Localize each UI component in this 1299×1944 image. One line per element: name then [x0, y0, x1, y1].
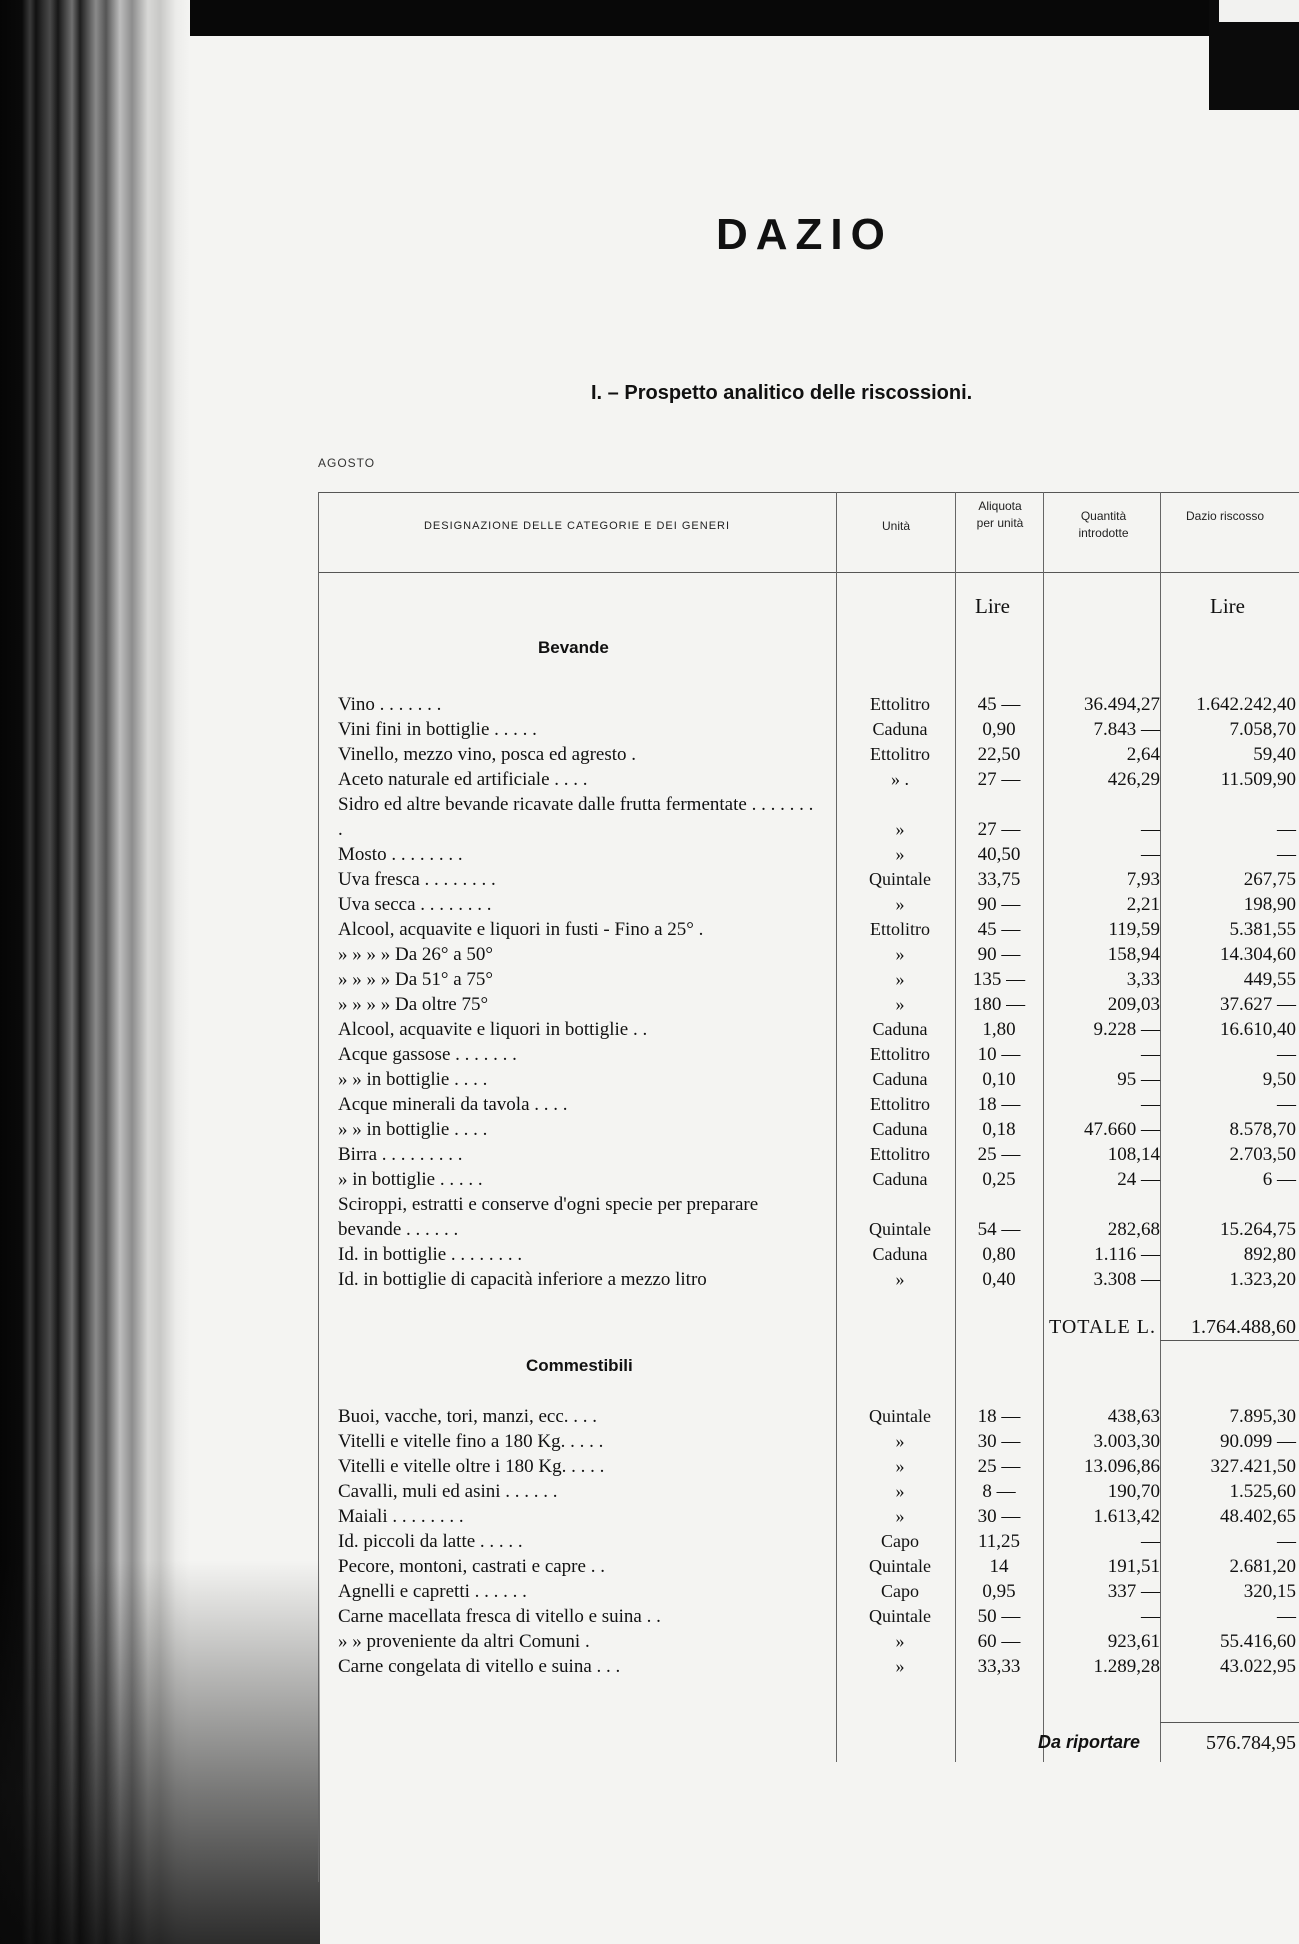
aliquota-currency: Lire [975, 594, 1010, 618]
row-dazio: — [1277, 1531, 1296, 1552]
row-quantity: 2,21 [1126, 894, 1160, 915]
row-unit: Quintale [869, 1406, 931, 1426]
table-row [0, 1042, 1299, 1067]
total-value: 1.764.488,60 [1191, 1316, 1296, 1338]
table-header [0, 498, 1299, 588]
row-description: Carne macellata fresca di vitello e suina . . [338, 1606, 661, 1627]
row-rate: 27 — [977, 819, 1021, 840]
row-quantity: 282,68 [1107, 1219, 1160, 1240]
row-quantity: 3.003,30 [1093, 1431, 1160, 1452]
header-dazio: Dazio riscosso [1185, 509, 1265, 523]
table-row [0, 767, 1299, 792]
row-description: Agnelli e capretti . . . . . . [338, 1581, 527, 1602]
row-rate: 33,75 [977, 869, 1021, 890]
table-row [0, 1629, 1299, 1654]
header-unita: Unità [881, 519, 910, 533]
table-row [0, 992, 1299, 1017]
table-row [0, 1267, 1299, 1292]
table-row [0, 1579, 1299, 1604]
row-description: Buoi, vacche, tori, manzi, ecc. . . . [338, 1406, 598, 1427]
row-quantity: — [1141, 1094, 1160, 1115]
row-dazio: 90.099 — [1220, 1431, 1296, 1452]
row-rate: 25 — [977, 1456, 1021, 1477]
row-rate: 1,80 [982, 1019, 1016, 1040]
row-rate: 0,95 [982, 1581, 1016, 1602]
row-description: Vino . . . . . . . [338, 694, 442, 715]
row-quantity: 7.843 — [1093, 719, 1160, 740]
commestibili-rows [0, 1404, 1299, 1679]
page-subtitle: I. – Prospetto analitico delle riscossioni. [591, 382, 973, 404]
row-description: Vinello, mezzo vino, posca ed agresto . [338, 744, 637, 765]
row-description: Mosto . . . . . . . . [338, 844, 463, 865]
row-description: Alcool, acquavite e liquori in fusti - Fino a 25° . [338, 919, 704, 940]
row-description: » » proveniente da altri Comuni . [338, 1631, 590, 1652]
row-dazio: 198,90 [1243, 894, 1296, 915]
row-quantity: 108,14 [1107, 1144, 1160, 1165]
scan-corner-highlight [1219, 0, 1299, 22]
row-rate: 90 — [977, 944, 1021, 965]
row-rate: 60 — [977, 1631, 1021, 1652]
table-row [0, 1654, 1299, 1679]
table-row [0, 1604, 1299, 1629]
row-unit: Ettolitro [870, 744, 930, 764]
row-unit: » [895, 1656, 905, 1676]
row-dazio: 14.304,60 [1220, 944, 1296, 965]
header-quantita: Quantità introdotte [1078, 509, 1129, 540]
table-row [0, 792, 1299, 842]
row-dazio: 15.264,75 [1220, 1219, 1296, 1240]
row-description: Cavalli, muli ed asini . . . . . . [338, 1481, 558, 1502]
row-rate: 10 — [977, 1044, 1021, 1065]
row-dazio: 2.703,50 [1229, 1144, 1296, 1165]
table-row [0, 967, 1299, 992]
row-rate: 14 [989, 1556, 1009, 1577]
table-row [0, 1067, 1299, 1092]
row-dazio: 449,55 [1243, 969, 1296, 990]
carry-forward-label: Da riportare [1037, 1732, 1140, 1752]
row-rate: 45 — [977, 694, 1021, 715]
row-quantity: 1.289,28 [1093, 1656, 1160, 1677]
row-description: Alcool, acquavite e liquori in bottiglie . . [338, 1019, 648, 1040]
row-rate: 0,18 [982, 1119, 1016, 1140]
row-unit: » . [891, 769, 909, 789]
row-quantity: 7,93 [1126, 869, 1160, 890]
table-row [0, 892, 1299, 917]
row-dazio: 9,50 [1262, 1069, 1296, 1090]
row-rate: 180 — [972, 994, 1026, 1015]
table-row [0, 1242, 1299, 1267]
table-row [0, 1017, 1299, 1042]
scan-top-border [0, 0, 1299, 36]
row-quantity: 36.494,27 [1084, 694, 1160, 715]
row-dazio: 2.681,20 [1229, 1556, 1296, 1577]
row-unit: Quintale [869, 1606, 931, 1626]
total-label: TOTALE L. [1048, 1316, 1156, 1338]
row-rate: 18 — [977, 1406, 1021, 1427]
row-unit: Capo [881, 1581, 919, 1601]
row-unit: » [895, 944, 905, 964]
row-dazio: 55.416,60 [1220, 1631, 1296, 1652]
row-description: » » » » Da 51° a 75° [338, 969, 494, 990]
row-description: Vitelli e vitelle fino a 180 Kg. . . . . [338, 1431, 604, 1452]
row-rate: 33,33 [977, 1656, 1021, 1677]
row-rate: 54 — [977, 1219, 1021, 1240]
row-description: Maiali . . . . . . . . [338, 1506, 464, 1527]
row-dazio: 1.323,20 [1229, 1269, 1296, 1290]
table-top-rule [318, 492, 1299, 493]
table-row [0, 1454, 1299, 1479]
row-description: » » » » Da 26° a 50° [338, 944, 494, 965]
row-unit: » [895, 1506, 905, 1526]
table-row [0, 717, 1299, 742]
row-quantity: 209,03 [1107, 994, 1160, 1015]
row-unit: Ettolitro [870, 694, 930, 714]
row-unit: » [895, 894, 905, 914]
row-quantity: 3.308 — [1093, 1269, 1160, 1290]
row-dazio: — [1277, 844, 1296, 865]
carry-rule [1160, 1722, 1299, 1723]
row-description: Sidro ed altre bevande ricavate dalle frutta fermentate . . . . . . . . [338, 794, 814, 840]
page-title: DAZIO [716, 210, 893, 259]
table-row [0, 1504, 1299, 1529]
row-description: Sciroppi, estratti e conserve d'ogni specie per preparare bevande . . . . . . [338, 1194, 759, 1240]
row-dazio: 267,75 [1243, 869, 1296, 890]
row-rate: 90 — [977, 894, 1021, 915]
row-unit: Caduna [872, 1169, 928, 1189]
table-row [0, 1092, 1299, 1117]
section-heading-commestibili: Commestibili [526, 1356, 633, 1375]
row-unit: Ettolitro [870, 1094, 930, 1114]
dazio-currency: Lire [1210, 594, 1245, 618]
carry-forward-value: 576.784,95 [1206, 1732, 1296, 1754]
row-rate: 27 — [977, 769, 1021, 790]
table-row [0, 1192, 1299, 1242]
table-row [0, 1479, 1299, 1504]
row-rate: 45 — [977, 919, 1021, 940]
row-description: Birra . . . . . . . . . [338, 1144, 463, 1165]
row-rate: 11,25 [977, 1531, 1021, 1552]
row-rate: 0,80 [982, 1244, 1016, 1265]
row-unit: » [895, 1631, 905, 1651]
row-dazio: 43.022,95 [1220, 1656, 1296, 1677]
row-rate: 0,90 [982, 719, 1016, 740]
row-rate: 22,50 [977, 744, 1021, 765]
row-rate: 0,40 [982, 1269, 1016, 1290]
row-quantity: — [1141, 1044, 1160, 1065]
row-description: Id. in bottiglie . . . . . . . . [338, 1244, 523, 1265]
table-row [0, 1529, 1299, 1554]
row-unit: Quintale [869, 1556, 931, 1576]
row-quantity: 95 — [1117, 1069, 1160, 1090]
row-unit: » [895, 819, 905, 839]
row-rate: 8 — [982, 1481, 1016, 1502]
row-unit: Ettolitro [870, 919, 930, 939]
row-description: » » in bottiglie . . . . [338, 1069, 488, 1090]
row-quantity: 337 — [1107, 1581, 1160, 1602]
row-dazio: 16.610,40 [1220, 1019, 1296, 1040]
row-quantity: 190,70 [1107, 1481, 1160, 1502]
table-row [0, 1554, 1299, 1579]
row-dazio: 48.402,65 [1220, 1506, 1296, 1527]
row-quantity: 3,33 [1126, 969, 1160, 990]
row-rate: 50 — [977, 1606, 1021, 1627]
row-description: » in bottiglie . . . . . [338, 1169, 483, 1190]
row-quantity: 1.116 — [1094, 1244, 1160, 1265]
table-row [0, 917, 1299, 942]
row-unit: Caduna [872, 719, 928, 739]
row-dazio: 5.381,55 [1229, 919, 1296, 940]
row-quantity: — [1141, 819, 1160, 840]
row-unit: Ettolitro [870, 1144, 930, 1164]
row-description: » » in bottiglie . . . . [338, 1119, 488, 1140]
row-dazio: 1.525,60 [1229, 1481, 1296, 1502]
row-dazio: 6 — [1262, 1169, 1296, 1190]
row-description: Uva secca . . . . . . . . [338, 894, 492, 915]
row-unit: » [895, 994, 905, 1014]
row-quantity: — [1141, 1606, 1160, 1627]
table-row [0, 942, 1299, 967]
row-dazio: 320,15 [1243, 1581, 1296, 1602]
row-dazio: 37.627 — [1220, 994, 1296, 1015]
row-description: Id. piccoli da latte . . . . . [338, 1531, 523, 1552]
row-unit: Quintale [869, 869, 931, 889]
row-dazio: 59,40 [1253, 744, 1296, 765]
table-row [0, 1142, 1299, 1167]
row-unit: Caduna [872, 1019, 928, 1039]
row-description: » » » » Da oltre 75° [338, 994, 489, 1015]
row-rate: 0,25 [982, 1169, 1016, 1190]
row-dazio: — [1277, 1044, 1296, 1065]
row-unit: » [895, 1431, 905, 1451]
month-label: AGOSTO [318, 456, 376, 470]
row-description: Acque gassose . . . . . . . [338, 1044, 517, 1065]
section-heading-bevande: Bevande [538, 638, 609, 657]
row-description: Acque minerali da tavola . . . . [338, 1094, 568, 1115]
row-dazio: — [1277, 1094, 1296, 1115]
total-row [0, 1316, 1299, 1346]
table-row [0, 1429, 1299, 1454]
row-unit: Caduna [872, 1244, 928, 1264]
row-unit: » [895, 1269, 905, 1289]
table-row [0, 1167, 1299, 1192]
row-rate: 135 — [972, 969, 1026, 990]
row-dazio: 1.642.242,40 [1196, 694, 1296, 715]
row-quantity: 923,61 [1107, 1631, 1160, 1652]
row-quantity: 158,94 [1107, 944, 1160, 965]
row-unit: » [895, 844, 905, 864]
bevande-rows [0, 692, 1299, 1292]
row-rate: 25 — [977, 1144, 1021, 1165]
row-unit: Caduna [872, 1069, 928, 1089]
row-unit: Ettolitro [870, 1044, 930, 1064]
row-dazio: — [1277, 1606, 1296, 1627]
table-row [0, 1117, 1299, 1142]
row-description: Id. in bottiglie di capacità inferiore a mezzo litro [338, 1269, 707, 1290]
row-dazio: 7.058,70 [1229, 719, 1296, 740]
row-unit: Capo [881, 1531, 919, 1551]
row-rate: 30 — [977, 1431, 1021, 1452]
row-quantity: — [1141, 844, 1160, 865]
row-rate: 18 — [977, 1094, 1021, 1115]
row-description: Vitelli e vitelle oltre i 180 Kg. . . . . [338, 1456, 605, 1477]
row-description: Uva fresca . . . . . . . . [338, 869, 496, 890]
row-quantity: 47.660 — [1084, 1119, 1160, 1140]
table-row [0, 842, 1299, 867]
row-dazio: 327.421,50 [1210, 1456, 1296, 1477]
row-rate: 40,50 [977, 844, 1021, 865]
row-quantity: 13.096,86 [1084, 1456, 1160, 1477]
table-row [0, 867, 1299, 892]
header-designazione: DESIGNAZIONE DELLE CATEGORIE E DEI GENERI [423, 520, 731, 532]
table-row [0, 742, 1299, 767]
row-description: Pecore, montoni, castrati e capre . . [338, 1556, 605, 1577]
row-unit: Quintale [869, 1219, 931, 1239]
row-quantity: 119,59 [1108, 919, 1160, 940]
row-quantity: 1.613,42 [1093, 1506, 1160, 1527]
header-aliquota: Aliquota per unità [976, 499, 1024, 530]
row-description: Aceto naturale ed artificiale . . . . [338, 769, 588, 790]
row-rate: 30 — [977, 1506, 1021, 1527]
row-description: Carne congelata di vitello e suina . . . [338, 1656, 621, 1677]
row-dazio: 11.509,90 [1220, 769, 1296, 790]
row-unit: » [895, 1481, 905, 1501]
row-quantity: — [1141, 1531, 1160, 1552]
row-quantity: 426,29 [1107, 769, 1160, 790]
table-row [0, 692, 1299, 717]
row-rate: 0,10 [982, 1069, 1016, 1090]
row-quantity: 191,51 [1107, 1556, 1160, 1577]
row-unit: » [895, 969, 905, 989]
table-row [0, 1404, 1299, 1429]
row-unit: Caduna [872, 1119, 928, 1139]
row-dazio: 892,80 [1243, 1244, 1296, 1265]
row-description: Vini fini in bottiglie . . . . . [338, 719, 537, 740]
row-quantity: 2,64 [1126, 744, 1160, 765]
row-quantity: 9.228 — [1093, 1019, 1160, 1040]
row-dazio: — [1277, 819, 1296, 840]
row-quantity: 438,63 [1107, 1406, 1160, 1427]
row-dazio: 8.578,70 [1229, 1119, 1296, 1140]
row-unit: » [895, 1456, 905, 1476]
row-dazio: 7.895,30 [1229, 1406, 1296, 1427]
row-quantity: 24 — [1117, 1169, 1160, 1190]
